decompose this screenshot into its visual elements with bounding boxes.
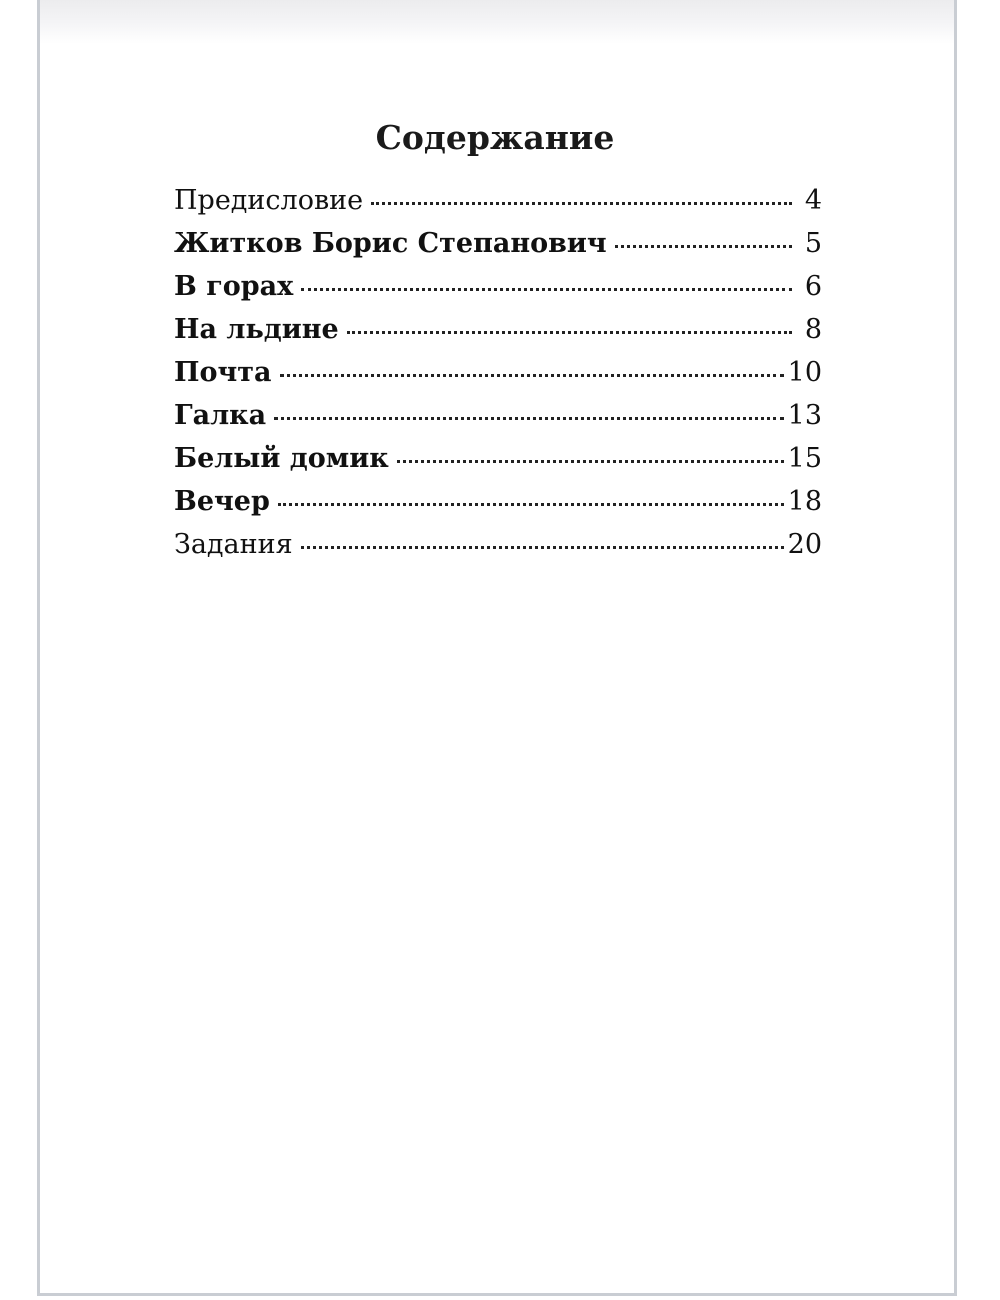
toc-dot-leader <box>371 202 792 205</box>
document-page <box>37 0 957 1296</box>
toc-dot-leader <box>615 245 792 248</box>
toc-entry-page: 20 <box>787 529 822 560</box>
toc-title: Содержание <box>375 118 615 157</box>
toc-entry-zadaniya[interactable] <box>174 529 822 572</box>
page-top-shadow <box>40 0 954 44</box>
toc-dot-leader <box>278 503 784 506</box>
toc-entry-label: Житков Борис Степанович <box>174 228 607 259</box>
toc-entry-v-gorakh[interactable] <box>174 271 822 314</box>
toc-entry-label: Предисловие <box>174 185 364 216</box>
toc-entry-page: 18 <box>787 486 822 517</box>
toc-entry-label: На льдине <box>174 314 339 345</box>
toc-entry-pochta[interactable] <box>174 357 822 400</box>
toc-dot-leader <box>397 460 784 463</box>
toc-entry-label: Задания <box>174 529 293 560</box>
toc-entry-page: 6 <box>804 271 822 302</box>
toc-entry-author-bio[interactable] <box>174 228 822 271</box>
toc-entry-label: Почта <box>174 357 272 388</box>
toc-dot-leader <box>301 546 784 549</box>
toc-dot-leader <box>280 374 784 377</box>
toc-entry-preface[interactable] <box>174 185 822 228</box>
toc-entry-na-ldine[interactable] <box>174 314 822 357</box>
toc-entry-label: Белый домик <box>174 443 389 474</box>
table-of-contents <box>174 185 822 572</box>
toc-dot-leader <box>274 417 783 420</box>
toc-entry-page: 5 <box>804 228 822 259</box>
toc-entry-page: 4 <box>804 185 822 216</box>
toc-entry-page: 15 <box>787 443 822 474</box>
toc-entry-page: 10 <box>787 357 822 388</box>
toc-entry-label: Вечер <box>174 486 270 517</box>
toc-dot-leader <box>347 331 792 334</box>
toc-entry-label: Галка <box>174 400 267 431</box>
toc-entry-page: 8 <box>804 314 822 345</box>
toc-entry-label: В горах <box>174 271 294 302</box>
toc-entry-galka[interactable] <box>174 400 822 443</box>
toc-entry-vecher[interactable] <box>174 486 822 529</box>
toc-entry-belyi-domik[interactable] <box>174 443 822 486</box>
toc-dot-leader <box>301 288 792 291</box>
toc-entry-page: 13 <box>787 400 822 431</box>
